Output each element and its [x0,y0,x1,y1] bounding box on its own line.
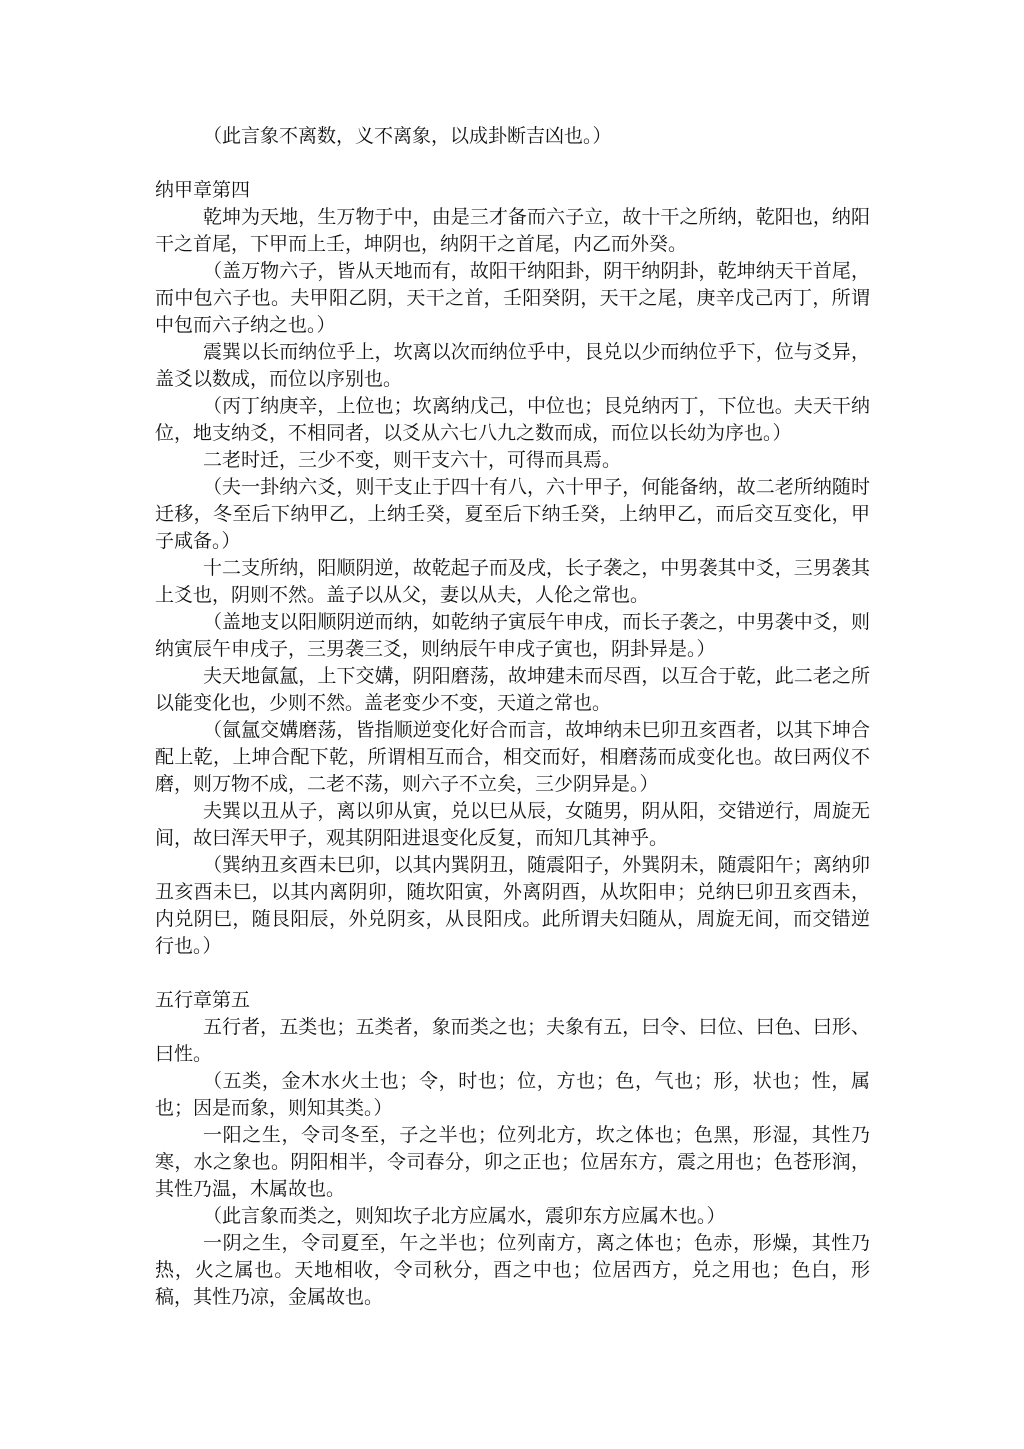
commentary-paragraph: （丙丁纳庚辛，上位也；坎离纳戊己，中位也；艮兑纳丙丁，下位也。夫天干纳位，地支纳爻，不相同者，以爻从六七八九之数而成，而位以长幼为序也。） [155,395,870,444]
body-paragraph: 夫天地氤氲，上下交媾，阴阳磨荡，故坤建未而尽酉，以互合于乾，此二老之所以能变化也，少则不然。盖老变少不变，天道之常也。 [155,665,870,714]
body-paragraph: 夫巽以丑从子，离以卯从寅，兑以巳从辰，女随男，阴从阳，交错逆行，周旋无间，故曰浑天甲子，观其阴阳进退变化反复，而知几其神乎。 [155,800,870,849]
commentary-paragraph: （五类，金木水火土也；令，时也；位，方也；色，气也；形，状也；性，属也；因是而象，则知其类。） [155,1070,870,1119]
document-page [155,123,870,1311]
body-paragraph: 一阴之生，令司夏至，午之半也；位列南方，离之体也；色赤，形燥，其性乃热，火之属也。天地相收，令司秋分，酉之中也；位居西方，兑之用也；色白，形稿，其性乃凉，金属故也。 [155,1232,870,1308]
section-gap [155,150,870,177]
commentary-paragraph: （巽纳丑亥酉未巳卯，以其内巽阴丑，随震阳子，外巽阴未，随震阳午；离纳卯丑亥酉未巳，以其内离阴卯，随坎阳寅，外离阴酉，从坎阳申；兑纳巳卯丑亥酉未，内兑阴巳，随艮阳辰，外兑阴亥，从艮阳戌。此所谓夫妇随从，周旋无间，而交错逆行也。） [155,854,870,957]
body-paragraph: 乾坤为天地，生万物于中，由是三才备而六子立，故十干之所纳，乾阳也，纳阳干之首尾，下甲而上壬，坤阴也，纳阴干之首尾，内乙而外癸。 [155,206,870,255]
body-paragraph: 五行者，五类也；五类者，象而类之也；夫象有五，曰令、曰位、曰色、曰形、曰性。 [155,1016,870,1065]
commentary-paragraph: （盖万物六子，皆从天地而有，故阳干纳阳卦，阴干纳阴卦，乾坤纳天干首尾，而中包六子也。夫甲阳乙阴，天干之首，壬阳癸阴，天干之尾，庚辛戊己丙丁，所谓中包而六子纳之也。） [155,260,870,336]
chapter-heading: 五行章第五 [155,989,251,1011]
commentary-paragraph: （氤氲交媾磨荡，皆指顺逆变化好合而言，故坤纳未巳卯丑亥酉者，以其下坤合配上乾，上坤合配下乾，所谓相互而合，相交而好，相磨荡而成变化也。故曰两仪不磨，则万物不成，二老不荡，则六子不立矣，三少阴异是。） [155,719,870,795]
commentary-paragraph: （盖地支以阳顺阴逆而纳，如乾纳子寅辰午申戌，而长子袭之，中男袭中爻，则纳寅辰午申戌子，三男袭三爻，则纳辰午申戌子寅也，阴卦异是。） [155,611,870,660]
body-paragraph: 十二支所纳，阳顺阴逆，故乾起子而及戌，长子袭之，中男袭其中爻，三男袭其上爻也，阴则不然。盖子以从父，妻以从夫，人伦之常也。 [155,557,870,606]
commentary-paragraph: （夫一卦纳六爻，则干支止于四十有八，六十甲子，何能备纳，故二老所纳随时迁移，冬至后下纳甲乙，上纳壬癸，夏至后下纳壬癸，上纳甲乙，而后交互变化，甲子咸备。） [155,476,870,552]
body-paragraph: 一阳之生，令司冬至，子之半也；位列北方，坎之体也；色黑，形湿，其性乃寒，水之象也。阴阳相半，令司春分，卯之正也；位居东方，震之用也；色苍形润，其性乃温，木属故也。 [155,1124,870,1200]
commentary-paragraph: （此言象不离数，义不离象，以成卦断吉凶也。） [203,125,612,147]
body-paragraph: 二老时迁，三少不变，则干支六十，可得而具焉。 [203,449,622,471]
section-gap [155,960,870,987]
body-paragraph: 震巽以长而纳位乎上，坎离以次而纳位乎中，艮兑以少而纳位乎下，位与爻异，盖爻以数成，而位以序别也。 [155,341,870,390]
commentary-paragraph: （此言象而类之，则知坎子北方应属水，震卯东方应属木也。） [203,1205,726,1227]
chapter-heading: 纳甲章第四 [155,179,251,201]
